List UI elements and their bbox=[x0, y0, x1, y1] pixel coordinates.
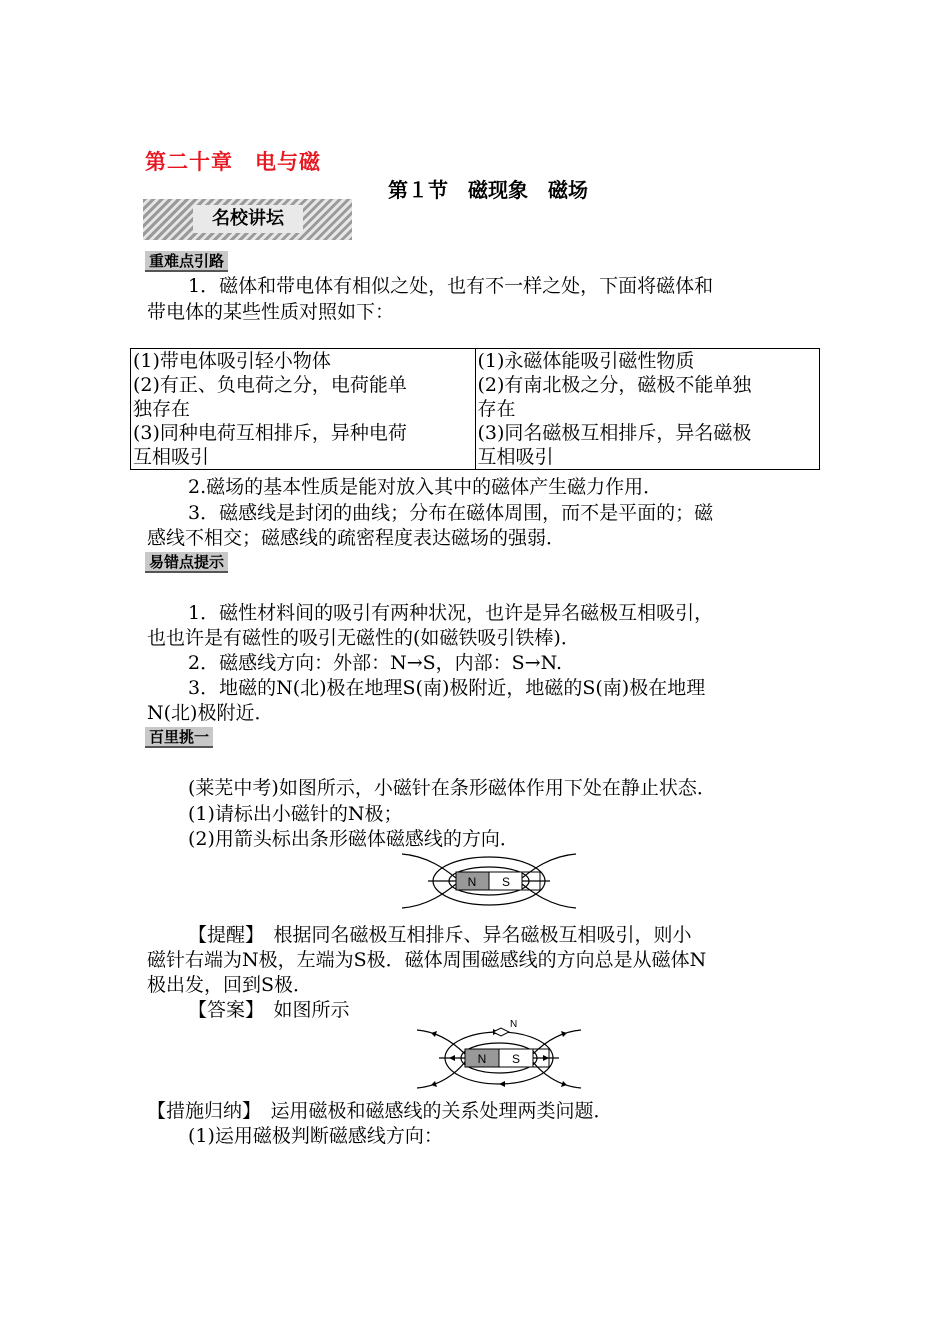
hint-line2: 磁针右端为N极，左端为S极．磁体周围磁感线的方向总是从磁体N bbox=[147, 949, 707, 971]
banner-label: 名校讲坛 bbox=[193, 205, 303, 233]
point-3-line2: 感线不相交；磁感线的疏密程度表达磁场的强弱． bbox=[147, 527, 566, 549]
point-2: 2.磁场的基本性质是能对放入其中的磁体产生磁力作用． bbox=[188, 476, 663, 498]
mistake-1-line1: 1．磁性材料间的吸引有两种状况，也许是异名磁极互相吸引， bbox=[188, 602, 714, 624]
mistake-3-line2: N(北)极附近． bbox=[147, 702, 274, 724]
summary-item1: (1)运用磁极判断磁感线方向： bbox=[188, 1125, 443, 1147]
table-cell-magnet: (1)永磁体能吸引磁性物质 (2)有南北极之分，磁极不能单独 存在 (3)同名磁极互相排斥，异名磁极 互相吸引 bbox=[475, 349, 820, 470]
example-q1: (1)请标出小磁针的N极； bbox=[188, 803, 403, 825]
magnet-n-label: N bbox=[467, 875, 477, 889]
magnet-figure-question bbox=[398, 848, 580, 914]
magnet-figure-answer bbox=[413, 1018, 585, 1094]
mistake-3-line1: 3．地磁的N(北)极在地理S(南)极附近，地磁的S(南)极在地理 bbox=[188, 677, 706, 699]
banner bbox=[143, 199, 352, 240]
hint-line1: 【提醒】 根据同名磁极互相排斥、异名磁极互相吸引，则小 bbox=[188, 924, 692, 946]
chapter-title: 第二十章 电与磁 bbox=[145, 150, 321, 174]
example-q2: (2)用箭头标出条形磁体磁感线的方向． bbox=[188, 828, 519, 850]
tag-mistakes: 易错点提示 bbox=[145, 552, 228, 572]
answer-magnet-n-label: N bbox=[477, 1052, 487, 1066]
mistake-2: 2．磁感线方向：外部：N→S，内部：S→N. bbox=[188, 652, 563, 674]
point-3-line1: 3．磁感线是封闭的曲线；分布在磁体周围，而不是平面的；磁 bbox=[188, 502, 714, 524]
magnet-s-label: S bbox=[501, 875, 511, 889]
comparison-table bbox=[130, 348, 820, 470]
hint-line3: 极出发，回到S极． bbox=[147, 974, 313, 996]
needle-n-label: N bbox=[510, 1019, 518, 1030]
summary-line: 【措施归纳】 运用磁极和磁感线的关系处理两类问题． bbox=[147, 1100, 613, 1122]
section-title: 第１节 磁现象 磁场 bbox=[388, 178, 588, 202]
intro-line1: 1．磁体和带电体有相似之处，也有不一样之处，下面将磁体和 bbox=[188, 275, 714, 297]
mistake-1-line2: 也也许是有磁性的吸引无磁性的(如磁铁吸引铁棒)． bbox=[147, 627, 580, 649]
answer-magnet-s-label: S bbox=[511, 1052, 521, 1066]
intro-line2: 带电体的某些性质对照如下： bbox=[147, 301, 395, 323]
tag-example: 百里挑一 bbox=[145, 727, 213, 747]
table-cell-charged: (1)带电体吸引轻小物体 (2)有正、负电荷之分，电荷能单 独存在 (3)同种电荷互相排斥，异种电荷 互相吸引 bbox=[131, 349, 476, 470]
example-question: (莱芜中考)如图所示，小磁针在条形磁体作用下处在静止状态． bbox=[188, 777, 716, 799]
answer-line: 【答案】 如图所示 bbox=[188, 999, 350, 1021]
tag-key-points: 重难点引路 bbox=[145, 251, 228, 271]
